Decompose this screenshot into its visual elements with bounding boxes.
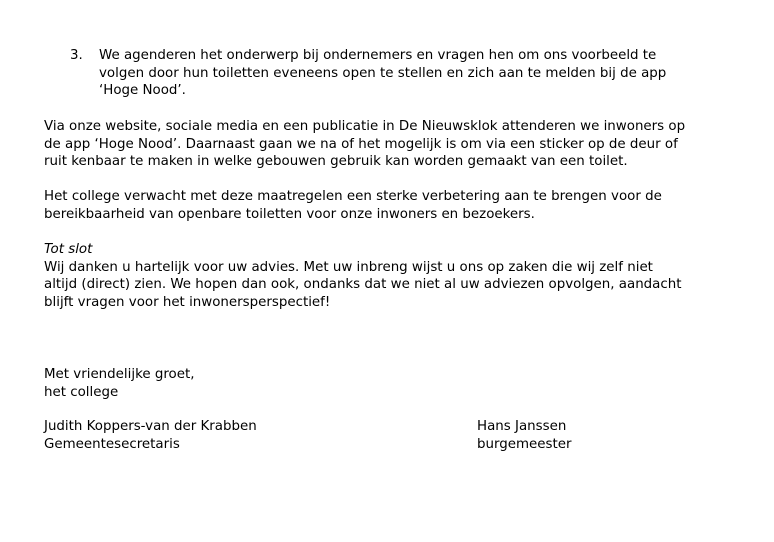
- paragraph-line: Via onze website, sociale media en een publicatie in De Nieuwsklok attenderen we inwoners op: [44, 119, 686, 134]
- paragraph-line: de app ‘Hoge Nood’. Daarnaast gaan we na of het mogelijk is om via een sticker op de deur of: [44, 136, 678, 152]
- paragraph-line: Het college verwacht met deze maatregelen een sterke verbetering aan te brengen voor de: [44, 189, 662, 204]
- signatory-name: Judith Koppers-van der Krabben: [44, 419, 257, 434]
- paragraph-line: Wij danken u hartelijk voor uw advies. Met uw inbreng wijst u ons op zaken die wij zelf niet: [44, 259, 653, 275]
- paragraph-line: altijd (direct) zien. We hopen dan ook, ondanks dat we niet al uw adviezen opvolgen, aandacht: [44, 277, 682, 292]
- greeting: [44, 366, 760, 401]
- greeting-line: Met vriendelijke groet,: [44, 367, 195, 382]
- paragraph-line: ruit kenbaar te maken in welke gebouwen gebruik kan worden gemaakt van een toilet.: [44, 154, 628, 169]
- signatory-name: Hans Janssen: [477, 419, 567, 434]
- list-item-line: We agenderen het onderwerp bij ondernemers en vragen hen om ons voorbeeld te: [99, 48, 657, 63]
- signatory-role: Gemeentesecretaris: [44, 436, 180, 452]
- paragraph-college: [44, 188, 760, 223]
- signatory-left: [44, 418, 257, 453]
- paragraph-closing: [44, 241, 760, 311]
- list-item-line: ‘Hoge Nood’.: [99, 83, 186, 98]
- list-item-text: [99, 47, 759, 100]
- closing-heading: Tot slot: [44, 242, 93, 257]
- paragraph-website: [44, 118, 760, 171]
- paragraph-line: blijft vragen voor het inwonersperspectief!: [44, 294, 331, 310]
- list-item-line: volgen door hun toiletten eveneens open te stellen en zich aan te melden bij de app: [99, 65, 667, 81]
- paragraph-line: bereikbaarheid van openbare toiletten voor onze inwoners en bezoekers.: [44, 206, 535, 222]
- signatory-role: burgemeester: [477, 436, 572, 452]
- greeting-signoff: het college: [44, 384, 119, 400]
- list-item-number: 3.: [70, 48, 83, 63]
- signatory-right: [477, 418, 572, 453]
